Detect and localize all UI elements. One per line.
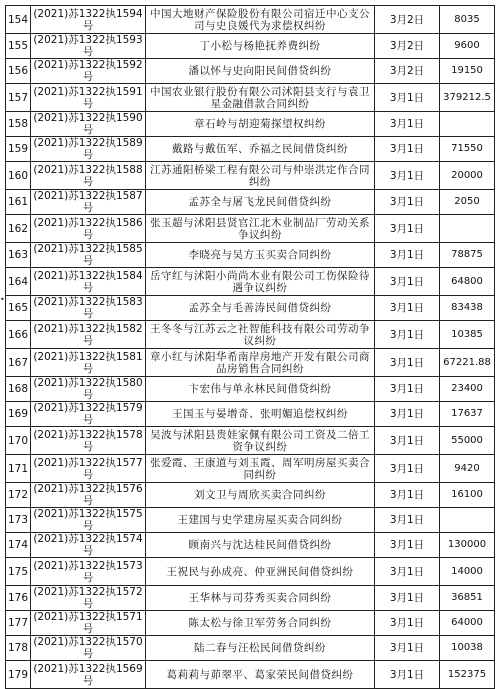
- case-number-cell: (2021)苏1322执1588号: [31, 162, 146, 190]
- table-row: [6, 636, 495, 661]
- case-parties-cell: 刘文卫与周欣买卖合同纠纷: [146, 483, 375, 508]
- amount-cell: 152375: [440, 661, 495, 689]
- case-parties-cell: 戴路与戴伍军、乔福之民间借贷纠纷: [146, 137, 375, 162]
- row-number-cell: 179: [6, 661, 31, 689]
- case-number-cell: (2021)苏1322执1579号: [31, 402, 146, 427]
- case-parties-cell: 王冬冬与江苏云之社智能科技有限公司劳动争议纠纷: [146, 321, 375, 349]
- row-number-cell: 155: [6, 34, 31, 59]
- date-cell: 3月1日: [375, 243, 440, 268]
- date-cell: 3月1日: [375, 112, 440, 137]
- amount-cell: 78875: [440, 243, 495, 268]
- amount-cell: [440, 215, 495, 243]
- amount-cell: 23400: [440, 377, 495, 402]
- case-number-cell: (2021)苏1322执1570号: [31, 636, 146, 661]
- row-number-cell: 175: [6, 558, 31, 586]
- amount-cell: 17637: [440, 402, 495, 427]
- case-number-cell: (2021)苏1322执1584号: [31, 268, 146, 296]
- case-number-cell: (2021)苏1322执1578号: [31, 427, 146, 455]
- table-row: [6, 112, 495, 137]
- row-number-cell: 163: [6, 243, 31, 268]
- table-row: [6, 483, 495, 508]
- case-parties-cell: 张玉超与沭阳县贤官江北木业制品厂劳动关系争议纠纷: [146, 215, 375, 243]
- amount-cell: 2050: [440, 190, 495, 215]
- amount-cell: 379212.5: [440, 84, 495, 112]
- case-number-cell: (2021)苏1322执1585号: [31, 243, 146, 268]
- date-cell: 3月1日: [375, 483, 440, 508]
- case-parties-cell: 李晓亮与吴方玉买卖合同纠纷: [146, 243, 375, 268]
- table-row: [6, 321, 495, 349]
- row-number-cell: 173: [6, 508, 31, 533]
- row-number-cell: 176: [6, 586, 31, 611]
- case-number-cell: (2021)苏1322执1594号: [31, 6, 146, 34]
- case-parties-cell: 中国大地财产保险股份有限公司宿迁中心支公司与史良媛代为求偿权纠纷: [146, 6, 375, 34]
- case-number-cell: (2021)苏1322执1593号: [31, 34, 146, 59]
- case-parties-cell: 顾南兴与沈达桂民间借贷纠纷: [146, 533, 375, 558]
- date-cell: 3月1日: [375, 427, 440, 455]
- case-number-cell: (2021)苏1322执1582号: [31, 321, 146, 349]
- case-parties-cell: 丁小松与杨艳抚养费纠纷: [146, 34, 375, 59]
- table-row: [6, 611, 495, 636]
- amount-cell: 83438: [440, 296, 495, 321]
- case-parties-cell: 吴波与沭阳县贵娃家佩有限公司工资及二倍工资争议纠纷: [146, 427, 375, 455]
- table-row: [6, 533, 495, 558]
- row-number-cell: 164: [6, 268, 31, 296]
- date-cell: 3月1日: [375, 508, 440, 533]
- table-row: [6, 349, 495, 377]
- date-cell: 3月2日: [375, 34, 440, 59]
- row-number-cell: 160: [6, 162, 31, 190]
- case-number-cell: (2021)苏1322执1583号: [31, 296, 146, 321]
- row-number-cell: 166: [6, 321, 31, 349]
- amount-cell: 64000: [440, 611, 495, 636]
- amount-cell: 10038: [440, 636, 495, 661]
- case-number-cell: (2021)苏1322执1586号: [31, 215, 146, 243]
- case-table-body: [6, 6, 495, 689]
- amount-cell: 19150: [440, 59, 495, 84]
- case-parties-cell: 章石岭与胡迎菊探望权纠纷: [146, 112, 375, 137]
- table-row: [6, 190, 495, 215]
- date-cell: 3月1日: [375, 586, 440, 611]
- margin-dot: •: [0, 295, 5, 304]
- table-row: [6, 661, 495, 689]
- date-cell: 3月1日: [375, 162, 440, 190]
- date-cell: 3月1日: [375, 533, 440, 558]
- case-parties-cell: 岳守红与沭阳小尚尚木业有限公司工伤保险待遇争议纠纷: [146, 268, 375, 296]
- amount-cell: [440, 112, 495, 137]
- amount-cell: 8035: [440, 6, 495, 34]
- amount-cell: 16100: [440, 483, 495, 508]
- table-row: [6, 558, 495, 586]
- row-number-cell: 157: [6, 84, 31, 112]
- case-number-cell: (2021)苏1322执1590号: [31, 112, 146, 137]
- case-number-cell: (2021)苏1322执1581号: [31, 349, 146, 377]
- case-number-cell: (2021)苏1322执1572号: [31, 586, 146, 611]
- table-row: [6, 586, 495, 611]
- case-number-cell: (2021)苏1322执1589号: [31, 137, 146, 162]
- case-parties-cell: 潘以怀与史向阳民间借贷纠纷: [146, 59, 375, 84]
- date-cell: 3月1日: [375, 558, 440, 586]
- row-number-cell: 178: [6, 636, 31, 661]
- date-cell: 3月2日: [375, 6, 440, 34]
- date-cell: 3月1日: [375, 661, 440, 689]
- amount-cell: 14000: [440, 558, 495, 586]
- case-parties-cell: 章小红与沭阳华希南岸房地产开发有限公司商品房销售合同纠纷: [146, 349, 375, 377]
- row-number-cell: 165: [6, 296, 31, 321]
- case-parties-cell: 张爱霞、王康道与刘玉霞、周军明房屋买卖合同纠纷: [146, 455, 375, 483]
- case-parties-cell: 王华林与司芬秀买卖合同纠纷: [146, 586, 375, 611]
- date-cell: 3月1日: [375, 321, 440, 349]
- amount-cell: 10385: [440, 321, 495, 349]
- date-cell: 3月1日: [375, 402, 440, 427]
- date-cell: 3月1日: [375, 349, 440, 377]
- date-cell: 3月1日: [375, 84, 440, 112]
- case-number-cell: (2021)苏1322执1592号: [31, 59, 146, 84]
- table-row: [6, 59, 495, 84]
- row-number-cell: 158: [6, 112, 31, 137]
- table-row: [6, 268, 495, 296]
- case-number-cell: (2021)苏1322执1571号: [31, 611, 146, 636]
- case-parties-cell: 王建国与史学建房屋买卖合同纠纷: [146, 508, 375, 533]
- case-number-cell: (2021)苏1322执1569号: [31, 661, 146, 689]
- row-number-cell: 154: [6, 6, 31, 34]
- amount-cell: 71550: [440, 137, 495, 162]
- row-number-cell: 172: [6, 483, 31, 508]
- case-parties-cell: 陆二春与汪松民间借贷纠纷: [146, 636, 375, 661]
- row-number-cell: 161: [6, 190, 31, 215]
- case-parties-cell: 孟苏全与毛善涛民间借贷纠纷: [146, 296, 375, 321]
- date-cell: 3月1日: [375, 377, 440, 402]
- table-row: [6, 6, 495, 34]
- case-parties-cell: 江苏通阳桥梁工程有限公司与仲崇洪定作合同纠纷: [146, 162, 375, 190]
- table-row: [6, 215, 495, 243]
- amount-cell: 55000: [440, 427, 495, 455]
- amount-cell: [440, 508, 495, 533]
- table-row: [6, 427, 495, 455]
- date-cell: 3月1日: [375, 611, 440, 636]
- case-parties-cell: 王祝民与孙成亮、仲亚洲民间借贷纠纷: [146, 558, 375, 586]
- case-parties-cell: 葛莉莉与茆翠平、葛家荣民间借贷纠纷: [146, 661, 375, 689]
- table-row: [6, 377, 495, 402]
- case-parties-cell: 中国农业银行股份有限公司沭阳县支行与袁卫星金融借款合同纠纷: [146, 84, 375, 112]
- case-number-cell: (2021)苏1322执1576号: [31, 483, 146, 508]
- row-number-cell: 167: [6, 349, 31, 377]
- amount-cell: 36851: [440, 586, 495, 611]
- amount-cell: 20000: [440, 162, 495, 190]
- amount-cell: 9600: [440, 34, 495, 59]
- amount-cell: 64800: [440, 268, 495, 296]
- case-number-cell: (2021)苏1322执1574号: [31, 533, 146, 558]
- table-row: [6, 84, 495, 112]
- table-row: [6, 162, 495, 190]
- date-cell: 3月1日: [375, 137, 440, 162]
- date-cell: 3月1日: [375, 296, 440, 321]
- date-cell: 3月1日: [375, 455, 440, 483]
- case-number-cell: (2021)苏1322执1587号: [31, 190, 146, 215]
- table-row: [6, 243, 495, 268]
- amount-cell: 130000: [440, 533, 495, 558]
- case-number-cell: (2021)苏1322执1573号: [31, 558, 146, 586]
- row-number-cell: 170: [6, 427, 31, 455]
- case-list-sheet: [5, 5, 495, 689]
- table-row: [6, 455, 495, 483]
- case-parties-cell: 孟苏全与屠飞龙民间借贷纠纷: [146, 190, 375, 215]
- row-number-cell: 174: [6, 533, 31, 558]
- amount-cell: 67221.88: [440, 349, 495, 377]
- table-row: [6, 137, 495, 162]
- row-number-cell: 177: [6, 611, 31, 636]
- row-number-cell: 156: [6, 59, 31, 84]
- case-number-cell: (2021)苏1322执1580号: [31, 377, 146, 402]
- case-number-cell: (2021)苏1322执1577号: [31, 455, 146, 483]
- case-parties-cell: 卞宏伟与单永林民间借贷纠纷: [146, 377, 375, 402]
- date-cell: 3月1日: [375, 190, 440, 215]
- row-number-cell: 168: [6, 377, 31, 402]
- row-number-cell: 169: [6, 402, 31, 427]
- date-cell: 3月2日: [375, 59, 440, 84]
- table-row: [6, 508, 495, 533]
- row-number-cell: 159: [6, 137, 31, 162]
- row-number-cell: 171: [6, 455, 31, 483]
- table-row: [6, 34, 495, 59]
- case-table: [5, 5, 495, 689]
- date-cell: 3月1日: [375, 268, 440, 296]
- case-number-cell: (2021)苏1322执1575号: [31, 508, 146, 533]
- date-cell: 3月1日: [375, 215, 440, 243]
- case-parties-cell: 陈太松与徐卫军劳务合同纠纷: [146, 611, 375, 636]
- table-row: [6, 402, 495, 427]
- row-number-cell: 162: [6, 215, 31, 243]
- amount-cell: 9420: [440, 455, 495, 483]
- case-number-cell: (2021)苏1322执1591号: [31, 84, 146, 112]
- case-parties-cell: 王国玉与晏增奇、张明媚追偿权纠纷: [146, 402, 375, 427]
- table-row: [6, 296, 495, 321]
- date-cell: 3月1日: [375, 636, 440, 661]
